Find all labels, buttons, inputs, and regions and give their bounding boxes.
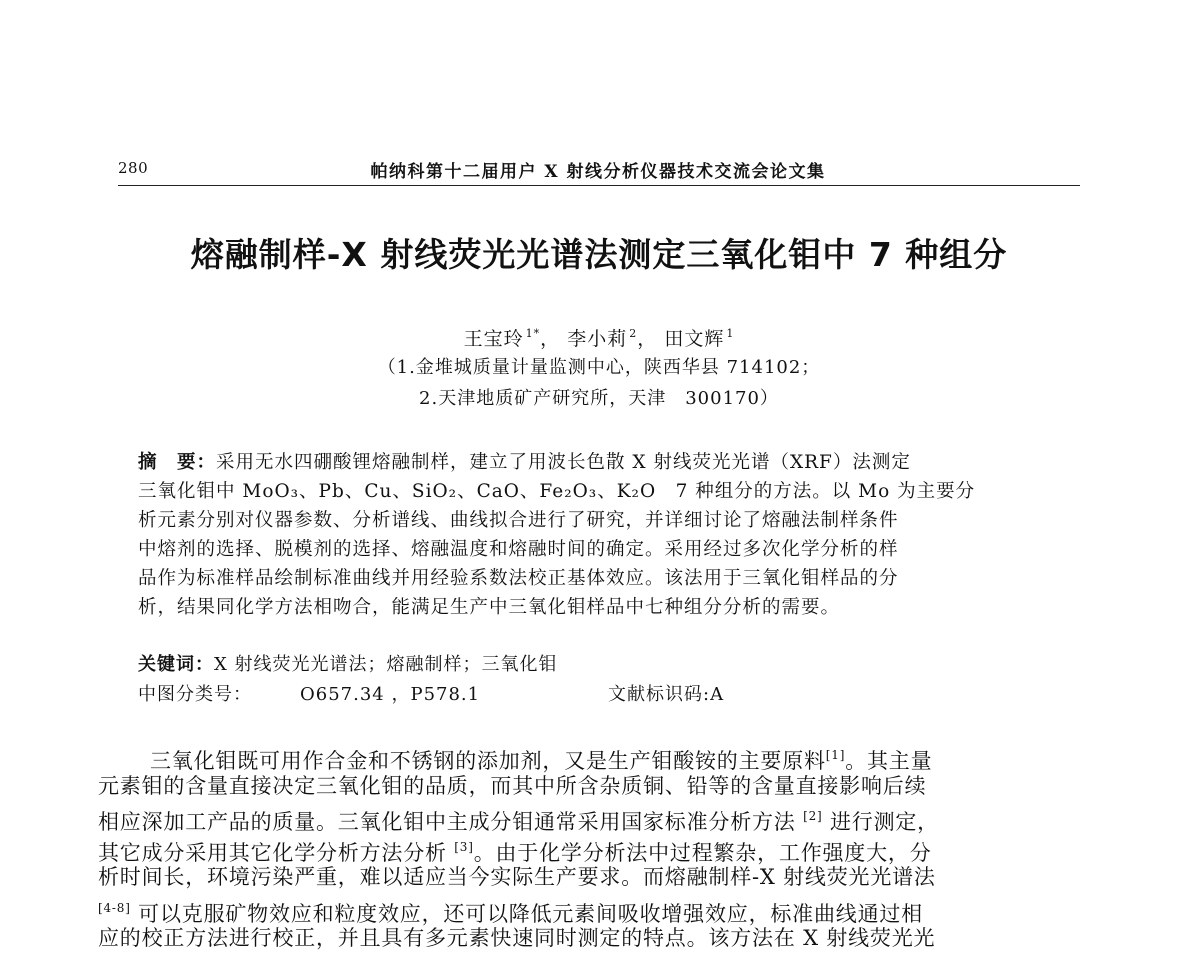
body-line	[98, 801, 1088, 832]
body-text: 。由于化学分析法中过程繁杂，工作强度大，分	[473, 840, 932, 865]
author-affil-mark: 2	[629, 327, 638, 340]
body-text: 进行测定，	[829, 810, 939, 834]
page-number: 280	[118, 159, 149, 177]
body-line	[98, 893, 1088, 924]
keywords-label: 关键词：	[138, 654, 214, 675]
citation-ref: [1]	[825, 748, 846, 762]
abstract-text: 采用无水四硼酸锂熔融制样，建立了用波长色散 X 射线荧光光谱（XRF）法测定	[216, 452, 911, 473]
keywords-text: X 射线荧光光谱法；熔融制样；三氧化钼	[214, 654, 558, 675]
author-name: 田文辉	[664, 328, 725, 350]
body-text: 相应深加工产品的质量。三氧化钼中主成分钼通常采用国家标准分析方法	[98, 810, 796, 834]
citation-ref: [2]	[803, 809, 823, 823]
document-code: 文献标识码:A	[608, 684, 725, 705]
citation-ref: [3]	[454, 839, 474, 854]
body-text: 。其主量	[845, 749, 933, 773]
keywords-row	[138, 650, 558, 676]
body-text: 三氧化钼既可用作合金和不锈钢的添加剂，又是生产钼酸铵的主要原料	[150, 749, 826, 773]
abstract-line: 品作为标准样品绘制标准曲线并用经验系数法校正基体效应。该法用于三氧化钼样品的分	[138, 568, 899, 589]
abstract-line: 三氧化钼中 MoO₃、Pb、Cu、SiO₂、CaO、Fe₂O₃、K₂O 7 种组分的方法。以 Mo 为主要分	[138, 481, 976, 502]
classification-code: O657.34 ，P578.1	[300, 684, 481, 705]
abstract-line	[138, 448, 1042, 477]
author-separator: ，	[540, 328, 561, 350]
body-line	[98, 740, 1088, 771]
body-text: 可以克服矿物效应和粒度效应，还可以降低元素间吸收增强效应，标准曲线通过相	[138, 901, 923, 926]
abstract	[138, 448, 1042, 622]
abstract-line: 析，结果同化学方法相吻合，能满足生产中三氧化钼样品中七种组分分析的需要。	[138, 597, 841, 618]
affiliation-1: （1.金堆城质量计量监测中心，陕西华县 714102；	[377, 357, 821, 378]
paper-title: 熔融制样-X 射线荧光光谱法测定三氧化钼中 7 种组分	[190, 235, 1008, 274]
journal-title: 帕纳科第十二届用户 X 射线分析仪器技术交流会论文集	[370, 162, 826, 182]
classification-row	[138, 680, 725, 706]
author-affil-mark: 1	[726, 327, 735, 340]
author-name: 李小莉	[567, 328, 628, 350]
body-paragraph	[98, 740, 1088, 954]
affiliation-2: 2.天津地质矿产研究所，天津 300170）	[419, 388, 779, 409]
body-line	[98, 832, 1088, 863]
author-name: 王宝玲	[463, 328, 524, 350]
body-line: 元素钼的含量直接决定三氧化钼的品质，而其中所含杂质铜、铅等的含量直接影响后续	[98, 773, 927, 798]
running-header	[118, 155, 1080, 186]
author-affil-mark: 1*	[525, 327, 541, 340]
author-list	[118, 320, 1080, 353]
abstract-line: 析元素分别对仪器参数、分析谱线、曲线拟合进行了研究，并详细讨论了熔融法制样条件	[138, 510, 899, 531]
abstract-line: 中熔剂的选择、脱模剂的选择、熔融温度和熔融时间的确定。采用经过多次化学分析的样	[138, 539, 899, 560]
abstract-label: 摘 要：	[138, 452, 217, 473]
citation-ref: [4-8]	[98, 900, 131, 915]
body-line: 析时间长，环境污染严重，难以适应当今实际生产要求。而熔融制样-X 射线荧光光谱法	[98, 865, 936, 889]
body-line: 应的校正方法进行校正，并且具有多元素快速同时测定的特点。该方法在 X 射线荧光光	[98, 926, 936, 950]
body-text: 其它成分采用其它化学分析方法分析	[98, 840, 447, 865]
author-separator: ，	[637, 328, 658, 350]
classification-label: 中图分类号：	[138, 684, 252, 705]
